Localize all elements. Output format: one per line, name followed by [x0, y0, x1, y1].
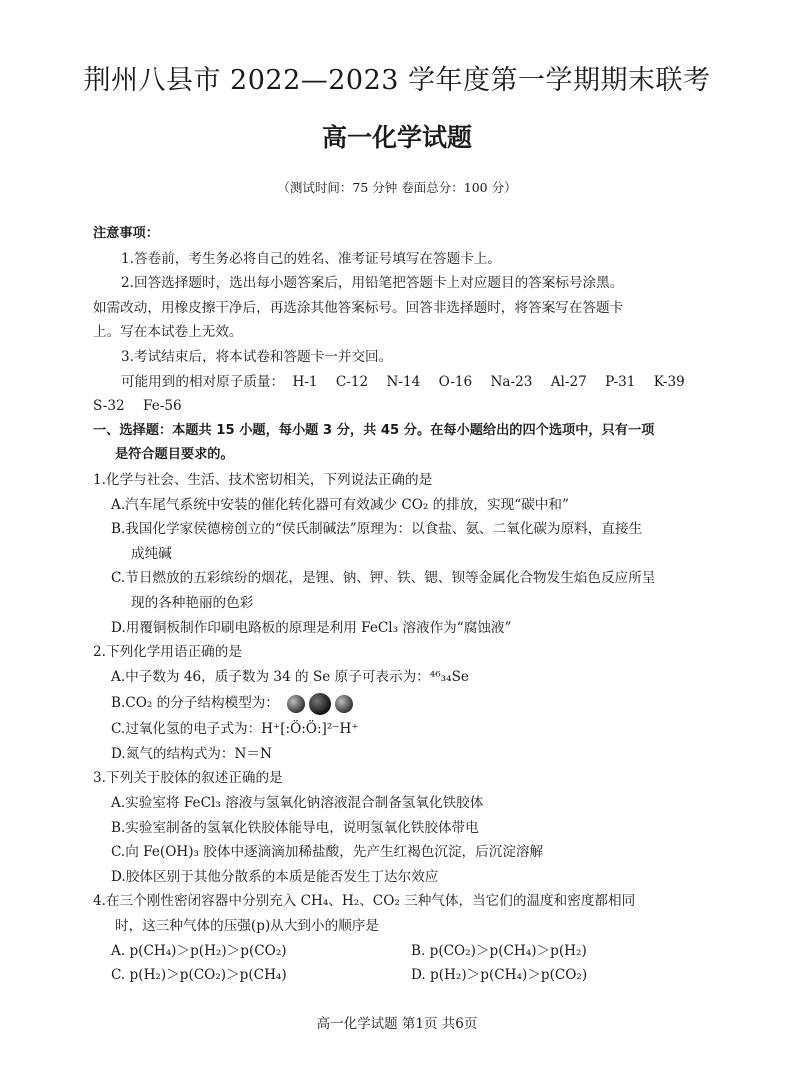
q1-option-b-cont: 成纯碱: [131, 545, 172, 562]
mass-na: Na-23: [490, 373, 533, 390]
q2-option-d: D.氮气的结构式为：N＝N: [111, 745, 272, 762]
mass-c: C-12: [335, 373, 369, 390]
q2-option-b-text: B.CO₂ 的分子结构模型为：: [111, 695, 279, 712]
q2-option-a: A.中子数为 46，质子数为 34 的 Se 原子可表示为：⁴⁶₃₄Se: [111, 668, 469, 685]
q4-options-row-2: [93, 963, 713, 988]
mass-al: Al-27: [550, 373, 587, 390]
q3-stem: 3.下列关于胶体的叙述正确的是: [93, 770, 283, 787]
q1-option-c-cont: 现的各种艳丽的色彩: [131, 594, 254, 611]
exam-meta: （测试时间：75 分钟 卷面总分：100 分）: [277, 180, 517, 195]
atomic-masses-label: 可能用到的相对原子质量：: [121, 373, 285, 390]
notice-item-2-cont: 如需改动，用橡皮擦干净后，再选涂其他答案标号。回答非选择题时，将答案写在答题卡: [93, 299, 624, 316]
q4-stem: 4.在三个刚性密闭容器中分别充入 CH₄、H₂、CO₂ 三种气体，当它们的温度和密度都相同: [93, 893, 636, 910]
q1-option-b: B.我国化学家侯德榜创立的“侯氏制碱法”原理为：以食盐、氨、二氧化碳为原料，直接生: [111, 521, 643, 538]
q4-stem-cont: 时，这三种气体的压强(p)从大到小的顺序是: [115, 918, 379, 935]
notice-item-2: 2.回答选择题时，选出每小题答案后，用铅笔把答题卡上对应题目的答案标号涂黑。: [121, 275, 624, 292]
mass-o: O-16: [438, 373, 473, 390]
exam-body: [93, 222, 713, 988]
q1-option-a: A.汽车尾气系统中安装的催化转化器可有效减少 CO₂ 的排放，实现“碳中和”: [111, 496, 569, 513]
q2-option-b: [93, 689, 713, 717]
page-footer: 高一化学试题 第1页 共6页: [316, 1016, 478, 1032]
mass-h: H-1: [292, 373, 318, 390]
section-1-heading: 一、选择题：本题共 15 小题，每小题 3 分，共 45 分。在每小题给出的四个选项中，只有一项: [93, 422, 655, 438]
q3-option-b: B.实验室制备的氢氧化铁胶体能导电，说明氢氧化铁胶体带电: [111, 819, 479, 836]
notice-item-2-end: 上。写在本试卷上无效。: [93, 324, 243, 341]
q1-stem: 1.化学与社会、生活、技术密切相关，下列说法正确的是: [93, 471, 433, 488]
q2-option-c: C.过氧化氢的电子式为：H⁺[:Ö:Ö:]²⁻H⁺: [111, 721, 359, 738]
notice-heading: 注意事项：: [93, 226, 159, 241]
q1-option-c: C.节日燃放的五彩缤纷的烟花，是锂、钠、钾、铁、锶、钡等金属化合物发生焰色反应所呈: [111, 570, 656, 587]
mass-k: K-39: [653, 373, 685, 390]
q3-option-c: C.向 Fe(OH)₃ 胶体中逐滴滴加稀盐酸，先产生红褐色沉淀，后沉淀溶解: [111, 844, 544, 861]
mass-p: P-31: [605, 373, 636, 390]
q4-option-c: C. p(H₂)＞p(CO₂)＞p(CH₄): [111, 967, 287, 984]
exam-subtitle: 高一化学试题: [321, 123, 472, 152]
q4-option-a: A. p(CH₄)＞p(H₂)＞p(CO₂): [111, 942, 287, 959]
mass-n: N-14: [386, 373, 421, 390]
notice-item-3: 3.考试结束后，将本试卷和答题卡一并交回。: [121, 348, 393, 365]
q4-option-b: B. p(CO₂)＞p(CH₄)＞p(H₂): [411, 942, 587, 959]
mass-s: S-32: [93, 398, 125, 415]
exam-title: 荆州八县市 2022—2023 学年度第一学期期末联考: [83, 65, 711, 96]
mass-fe: Fe-56: [143, 398, 182, 415]
notice-item-1: 1.答卷前，考生务必将自己的姓名、准考证号填写在答题卡上。: [121, 250, 501, 267]
section-1-heading-cont: 是符合题目要求的。: [115, 447, 234, 463]
q1-option-d: D.用覆铜板制作印刷电路板的原理是利用 FeCl₃ 溶液作为“腐蚀液”: [111, 619, 512, 636]
atomic-masses: [93, 370, 713, 395]
q3-option-a: A.实验室将 FeCl₃ 溶液与氢氧化钠溶液混合制备氢氧化铁胶体: [111, 795, 484, 812]
q4-options-row-1: [93, 939, 713, 964]
atomic-masses-cont: [93, 394, 713, 419]
co2-model-icon: [283, 693, 357, 715]
q4-option-d: D. p(H₂)＞p(CH₄)＞p(CO₂): [411, 967, 588, 984]
q2-stem: 2.下列化学用语正确的是: [93, 644, 242, 661]
q3-option-d: D.胶体区别于其他分散系的本质是能否发生丁达尔效应: [111, 868, 439, 885]
